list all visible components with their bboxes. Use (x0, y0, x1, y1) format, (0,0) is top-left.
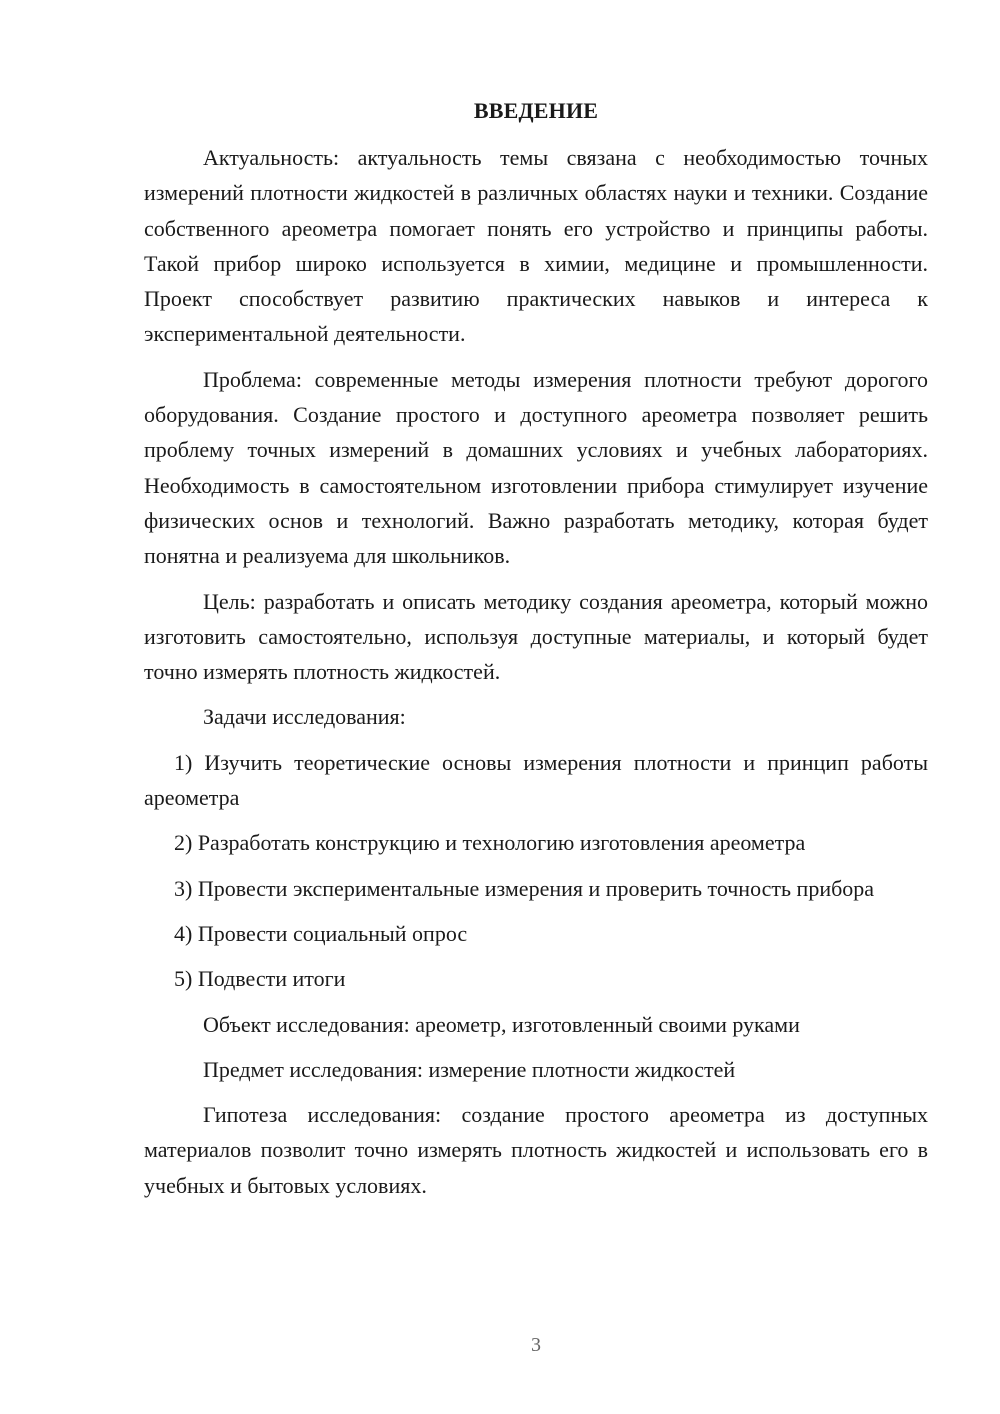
task-item: 4) Провести социальный опрос (174, 920, 468, 946)
page-number: 3 (531, 1334, 541, 1356)
task-item: 2) Разработать конструкцию и технологию изготовления ареометра (174, 830, 806, 856)
task-item: 5) Подвести итоги (174, 966, 346, 992)
tasks-heading: Задачи исследования: (203, 704, 406, 730)
research-object: Объект исследования: ареометр, изготовленный своими руками (203, 1011, 800, 1037)
goal-paragraph: Цель: разработать и описать методику создания ареометра, который можно изготовить самостоятельно, используя доступные материалы, и который будет точно измерять плотность жидкостей. (144, 588, 928, 685)
task-item: 1) Изучить теоретические основы измерения плотности и принцип работы ареометра (144, 749, 928, 811)
task-item: 3) Провести экспериментальные измерения и проверить точность прибора (174, 875, 875, 901)
relevance-paragraph: Актуальность: актуальность темы связана с необходимостью точных измерений плотности жидкостей в различных областях науки и техники. Создание собственного ареометра помогает понять его устройство и принципы работы. Такой прибор широко используется в химии, медицине и промышленности. Проект способствует развитию практических навыков и интереса к экспериментальной деятельности. (144, 145, 928, 347)
hypothesis-paragraph: Гипотеза исследования: создание простого ареометра из доступных материалов позволит точно измерять плотность жидкостей и использовать его в учебных и бытовых условиях. (144, 1102, 928, 1198)
research-subject: Предмет исследования: измерение плотности жидкостей (203, 1056, 736, 1082)
section-title: ВВЕДЕНИЕ (473, 98, 599, 123)
problem-paragraph: Проблема: современные методы измерения плотности требуют дорогого оборудования. Создание простого и доступного ареометра позволяет решить проблему точных измерений в домашних условиях и учебных лабораториях. Необходимость в самостоятельном изготовлении прибора стимулирует изучение физических основ и технологий. Важно разработать методику, которая будет понятна и реализуема для школьников. (144, 366, 928, 569)
document-body (144, 96, 928, 1213)
